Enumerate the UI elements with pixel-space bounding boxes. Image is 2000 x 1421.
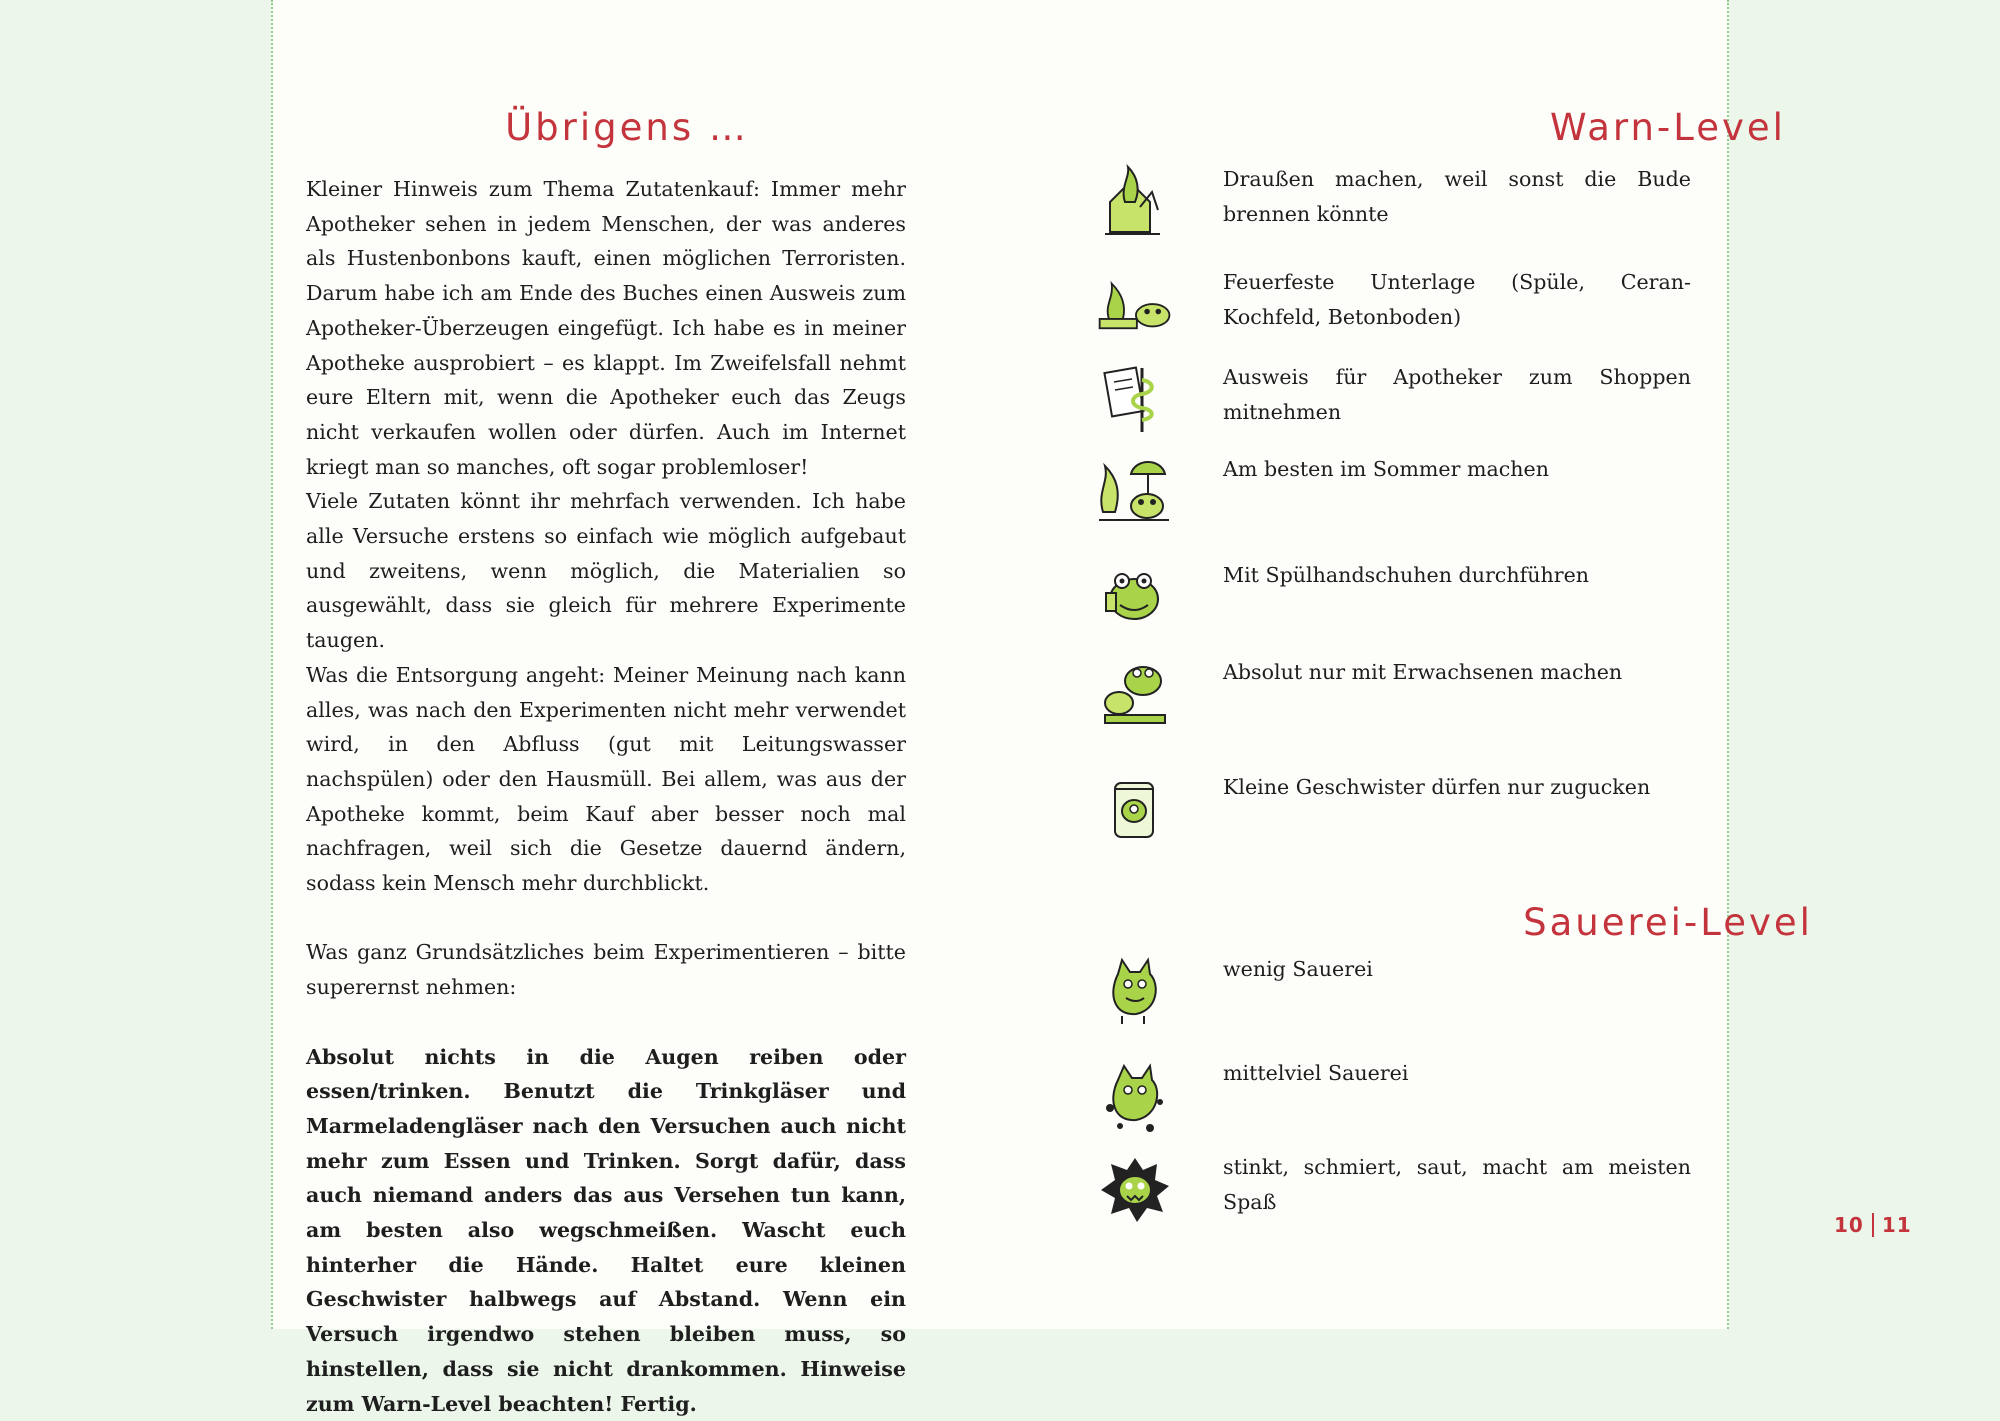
heading-warn-level: Warn-Level <box>1550 106 1786 149</box>
fire-house-icon <box>1095 162 1175 242</box>
paragraph-entsorgung: Was die Entsorgung angeht: Meiner Meinung nach kann alles, was nach den Experimenten nicht mehr verwendet wird, in den Abfluss (gut mit Leitungswasser nachspülen) oder den Hausmüll. Bei allem, was aus der Apotheke kommt, beim Kauf aber besser noch mal nachfragen, weil sich die Gesetze dauernd ändern, sodass kein Mensch mehr durchblickt. <box>306 662 906 896</box>
warn-label-2: Feuerfeste Unterlage (Spüle, Ceran-Kochfeld, Betonboden) <box>1223 270 1691 329</box>
adult-frog-icon <box>1095 655 1175 735</box>
warn-item-sommer <box>1095 452 1695 532</box>
warn-item-handschuhe <box>1095 558 1695 638</box>
page-number-left: 10 <box>1834 1213 1864 1237</box>
paragraph-safety-rules: Absolut nichts in die Augen reiben oder essen/trinken. Benutzt die Trinkgläser und Marmeladengläser nach den Versuchen auch nicht mehr zum Essen und Trinken. Sorgt dafür, dass auch niemand anders das aus Versehen tun kann, am besten also wegschmeißen. Wascht euch hinterher die Hände. Haltet eure kleinen Geschwister halbwegs auf Abstand. Wenn ein Versuch irgendwo stehen bleiben muss, so hinstellen, dass sie nicht drankommen. Hinweise zum Warn-Level beachten! Fertig. <box>306 1044 906 1416</box>
warn-label-3: Ausweis für Apotheker zum Shoppen mitnehmen <box>1223 365 1691 424</box>
summer-umbrella-icon <box>1095 452 1175 532</box>
jar-watch-icon <box>1095 770 1175 850</box>
warn-label-7: Kleine Geschwister dürfen nur zugucken <box>1223 775 1651 799</box>
warn-item-ausweis <box>1095 360 1695 440</box>
gloves-frog-icon <box>1095 558 1175 638</box>
monster-messy-icon <box>1095 1056 1175 1136</box>
fire-plate-icon <box>1095 265 1175 345</box>
pharmacy-id-icon <box>1095 360 1175 440</box>
heading-sauerei-level: Sauerei-Level <box>1523 901 1813 944</box>
warn-item-erwachsene <box>1095 655 1695 735</box>
warn-label-1: Draußen machen, weil sonst die Bude brennen könnte <box>1223 167 1691 226</box>
monster-clean-icon <box>1095 952 1175 1032</box>
monster-splatter-icon <box>1095 1150 1175 1230</box>
warn-item-draussen <box>1095 162 1695 242</box>
warn-item-geschwister <box>1095 770 1695 850</box>
paragraph-zutaten: Viele Zutaten könnt ihr mehrfach verwenden. Ich habe alle Versuche erstens so einfach wie möglich aufgebaut und zweitens, wenn möglich, die Materialien so ausgewählt, dass sie gleich für mehrere Experimente taugen. <box>306 489 906 653</box>
warn-item-feuerfest <box>1095 265 1695 345</box>
left-column-text <box>306 172 906 1421</box>
sauerei-item-wenig <box>1095 952 1695 1032</box>
warn-label-6: Absolut nur mit Erwachsenen machen <box>1223 660 1623 684</box>
paragraph-zutatenkauf: Kleiner Hinweis zum Thema Zutatenkauf: Immer mehr Apotheker sehen in jedem Menschen, der was anderes als Hustenbonbons kauft, einen möglichen Terroristen. Darum habe ich am Ende des Buches einen Ausweis zum Apotheker-Überzeugen eingefügt. Ich habe es in meiner Apotheke ausprobiert – es klappt. Im Zweifelsfall nehmt eure Eltern mit, wenn die Apotheker euch das Zeugs nicht verkaufen wollen oder dürfen. Auch im Internet kriegt man so manches, oft sogar problemloser! <box>306 177 906 479</box>
sauerei-item-mittel <box>1095 1056 1695 1136</box>
warn-label-4: Am besten im Sommer machen <box>1223 457 1550 481</box>
paragraph-grundsaetzliches: Was ganz Grundsätzliches beim Experimentieren – bitte superernst nehmen: <box>306 940 906 1000</box>
sauerei-label-3: stinkt, schmiert, saut, macht am meisten Spaß <box>1223 1155 1691 1214</box>
heading-uebrigens: Übrigens … <box>505 106 749 149</box>
sauerei-item-viel <box>1095 1150 1695 1230</box>
page-numbers <box>1834 1213 1912 1237</box>
sauerei-label-1: wenig Sauerei <box>1223 957 1373 981</box>
page-number-right: 11 <box>1881 1213 1912 1237</box>
warn-label-5: Mit Spülhandschuhen durchführen <box>1223 563 1590 587</box>
page-number-divider <box>1872 1213 1874 1237</box>
sauerei-label-2: mittelviel Sauerei <box>1223 1061 1409 1085</box>
